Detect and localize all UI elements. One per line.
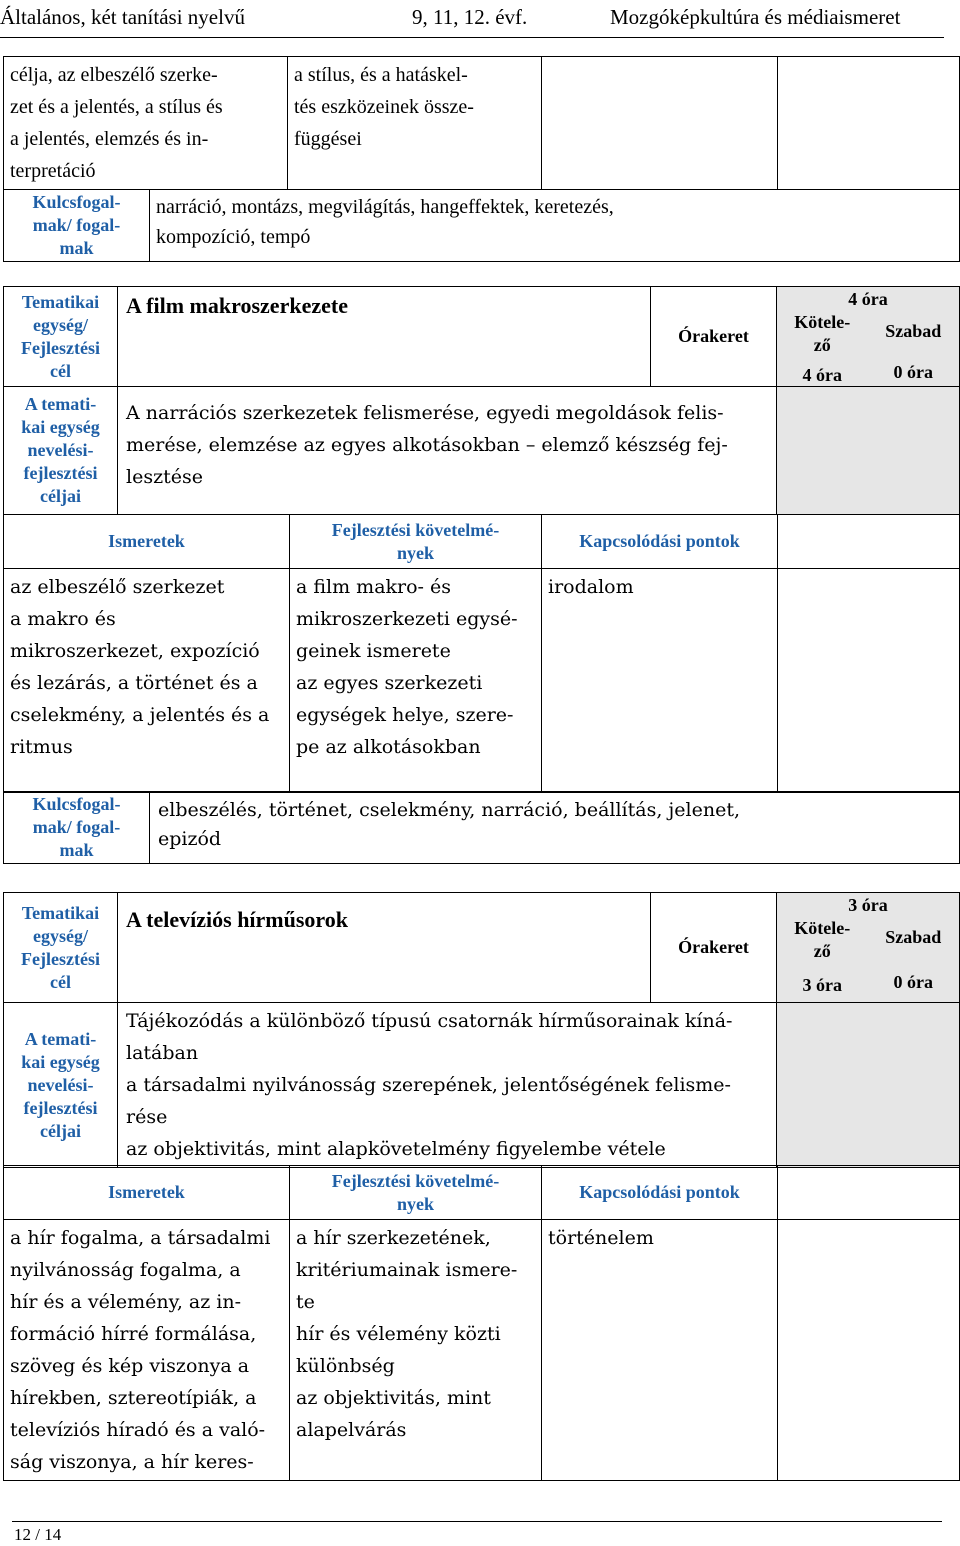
unit1-kulcs-text: elbeszélés, történet, cselekmény, narráció, beállítás, jelenet, epizód [150,792,960,864]
unit1-tematikai-label: Tematikai egység/ Fejlesztési cél [4,287,118,387]
unit1-total-hours: 4 óra [848,289,888,309]
unit1-title-cell [118,287,651,387]
unit1-szabad-cell: Szabad 0 óra [868,331,960,387]
unit2-szabad-hours: 0 óra [893,971,933,992]
unit1-empty [778,569,960,793]
unit1-kapcs: irodalom [542,569,778,793]
unit1-celjai-gray [777,387,960,515]
top-section-empty [542,57,778,190]
unit1-kotelezo-hours: 4 óra [802,364,842,385]
unit2-kotelezo-cell: Kötele- ző 3 óra [777,937,868,1003]
footer-rule [12,1521,942,1522]
unit2-tematikai-label: Tematikai egység/ Fejlesztési cél [4,893,118,1003]
unit2-content-table [3,1165,960,1481]
header-grades: 9, 11, 12. évf. [412,5,528,29]
unit2-szabad-cell: Szabad 0 óra [868,937,960,1003]
unit1-head-kapcs: Kapcsolódási pontok [542,515,778,569]
unit1-head-ismeretek: Ismeretek [4,515,290,569]
unit1-fejl: a film makro- és mikroszerkezeti egysé- geinek ismerete az egyes szerkezeti egységek helye, szere- pe az alkotásokban [290,569,542,793]
unit1-szabad-hours: 0 óra [893,361,933,382]
top-section-empty-2 [778,57,960,190]
header-subject: Mozgóképkultúra és médiaismeret [610,5,901,29]
unit2-head-fejl: Fejlesztési követelmé- nyek [290,1166,542,1220]
unit1-head-empty [778,515,960,569]
unit1-head-fejl: Fejlesztési követelmé- nyek [290,515,542,569]
unit1-title: A film makroszerkezete [126,293,348,318]
unit1-ismeretek: az elbeszélő szerkezet a makro és mikroszerkezet, expozíció és lezárás, a történet és a cselekmény, a jelentés és a ritmus [4,569,290,793]
top-section-table [3,56,960,262]
top-kulcs-text: narráció, montázs, megvilágítás, hangeffektek, keretezés, kompozíció, tempó [150,190,960,262]
unit1-kulcs-label: Kulcsfogal- mak/ fogal- mak [4,792,150,864]
unit2-head-kapcs: Kapcsolódási pontok [542,1166,778,1220]
unit2-header-table [3,892,960,1168]
unit1-kulcs-table [3,791,960,864]
unit2-title: A televíziós hírműsorok [126,907,349,932]
unit2-title-cell [118,893,651,1003]
unit2-kapcs: történelem [542,1220,778,1481]
header-rule [0,37,944,38]
unit1-celjai-label: A temati- kai egység nevelési- fejlesztési céljai [4,387,118,515]
unit2-celjai-gray [777,1003,960,1168]
header-school-type: Általános, két tanítási nyelvű [0,5,245,29]
unit2-celjai-label: A temati- kai egység nevelési- fejlesztési céljai [4,1003,118,1168]
unit2-orakeret: Órakeret [651,893,777,1003]
unit1-orakeret: Órakeret [651,287,777,387]
unit2-total-hours: 3 óra [848,895,888,915]
page-number: 12 / 14 [14,1525,62,1544]
unit2-empty [778,1220,960,1481]
unit1-content-table [3,514,960,793]
top-section-goal: célja, az elbeszélő szerke- zet és a jelentés, a stílus és a jelentés, elemzés és in- terpretáció [4,57,288,190]
unit2-head-empty [778,1166,960,1220]
top-kulcs-label: Kulcsfogal- mak/ fogal- mak [4,190,150,262]
unit2-head-ismeretek: Ismeretek [4,1166,290,1220]
unit1-celjai: A narrációs szerkezetek felismerése, egyedi megoldások felis- merése, elemzése az egyes alkotásokban – elemző készség fej- lesztése [118,387,777,515]
unit2-kotelezo-hours: 3 óra [802,974,842,995]
top-section-style: a stílus, és a hatáskel- tés eszközeinek össze- függései [288,57,542,190]
unit1-header-table [3,286,960,515]
unit2-celjai: Tájékozódás a különböző típusú csatornák hírműsorainak kíná- latában a társadalmi nyilvánosság szerepének, jelentőségének felisme- rése az objektivitás, mint alapkövetelmény figyelembe vétele [118,1003,777,1168]
unit1-kotelezo-cell: Kötele- ző 4 óra [777,331,868,387]
unit2-ismeretek: a hír fogalma, a társadalmi nyilvánosság fogalma, a hír és a vélemény, az in- formáció hírré formálása, szöveg és kép viszonya a hírekben, sztereotípiák, a televíziós híradó és a való- ság viszonya, a hír keres- [4,1220,290,1481]
unit2-fejl: a hír szerkezetének, kritériumainak ismere- te hír és vélemény közti különbség az objektivitás, mint alapelvárás [290,1220,542,1481]
